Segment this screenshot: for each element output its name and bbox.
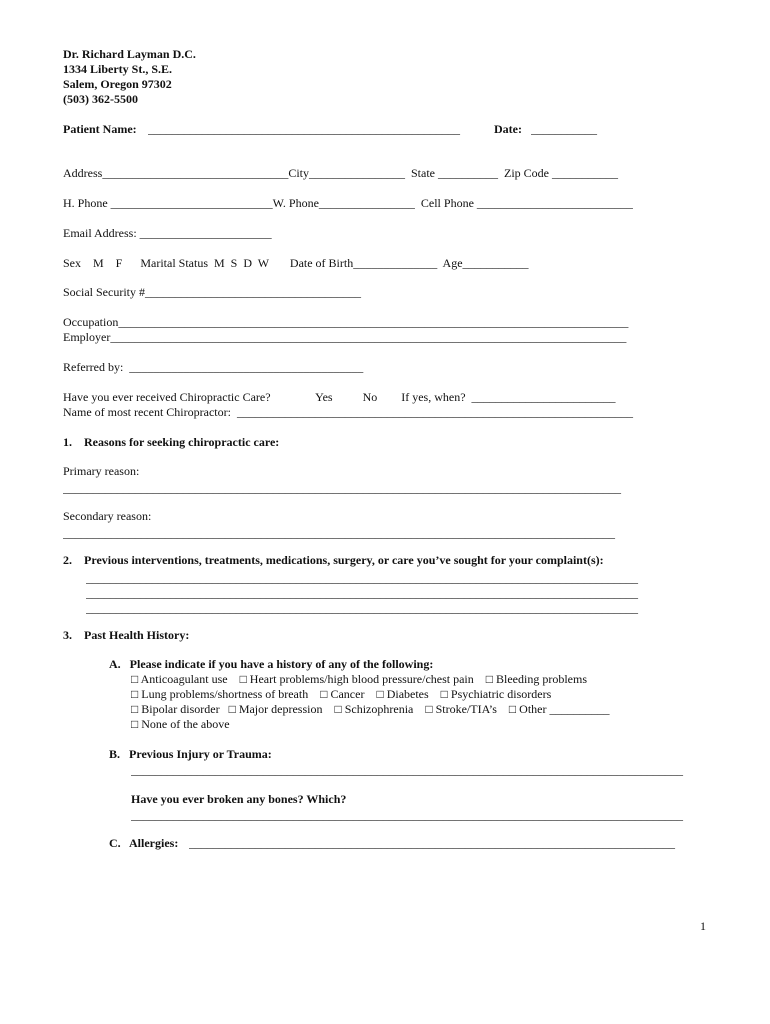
referred-by-line[interactable]: Referred by: _______________________________________: [63, 360, 364, 374]
history-checklist-row[interactable]: □ Bipolar disorder □ Major depression □ Schizophrenia □ Stroke/TIA’s □ Other __________: [131, 702, 610, 716]
history-checklist-row[interactable]: □ Lung problems/shortness of breath □ Cancer □ Diabetes □ Psychiatric disorders: [131, 687, 552, 701]
sex-marital-dob-line[interactable]: Sex M F Marital Status M S D W Date of Birth______________ Age___________: [63, 256, 529, 270]
date-label: Date:: [494, 122, 522, 136]
section2-field-line[interactable]: ____________________________________________________________________________________________: [86, 586, 638, 600]
allergies-label: C. Allergies:: [109, 836, 179, 850]
date-field[interactable]: ___________: [531, 122, 597, 136]
section3-title: 3. Past Health History:: [63, 628, 190, 642]
injury-trauma-field[interactable]: ____________________________________________________________________________________________: [131, 763, 683, 777]
history-a-title: A. Please indicate if you have a history of any of the following:: [109, 657, 434, 671]
primary-reason-field[interactable]: _____________________________________________________________________________________________: [63, 481, 621, 495]
broken-bones-question: Have you ever broken any bones? Which?: [131, 792, 347, 806]
history-checklist-row[interactable]: □ None of the above: [131, 717, 230, 731]
occupation-line[interactable]: Occupation_____________________________________________________________________________________: [63, 315, 629, 329]
primary-reason-label: Primary reason:: [63, 464, 140, 478]
allergies-field[interactable]: _________________________________________________________________________________: [189, 836, 675, 850]
address-line[interactable]: Address_______________________________City________________ State __________ Zip Code ___________: [63, 166, 618, 180]
section2-title: 2. Previous interventions, treatments, medications, surgery, or care you’ve sought for your complaint(s):: [63, 553, 604, 567]
doctor-name: Dr. Richard Layman D.C.: [63, 47, 196, 61]
history-checklist-row[interactable]: □ Anticoagulant use □ Heart problems/high blood pressure/chest pain □ Bleeding problems: [131, 672, 587, 686]
phone-line[interactable]: H. Phone ___________________________W. Phone________________ Cell Phone __________________________: [63, 196, 633, 210]
secondary-reason-field[interactable]: ____________________________________________________________________________________________: [63, 526, 615, 540]
patient-name-label: Patient Name:: [63, 122, 137, 136]
clinic-street: 1334 Liberty St., S.E.: [63, 62, 173, 76]
secondary-reason-label: Secondary reason:: [63, 509, 152, 523]
section2-field-line[interactable]: ____________________________________________________________________________________________: [86, 571, 638, 585]
clinic-city: Salem, Oregon 97302: [63, 77, 172, 91]
section2-field-line[interactable]: ____________________________________________________________________________________________: [86, 601, 638, 615]
email-line[interactable]: Email Address: ______________________: [63, 226, 272, 240]
social-security-line[interactable]: Social Security #____________________________________: [63, 285, 361, 299]
clinic-phone: (503) 362-5500: [63, 92, 138, 106]
injury-trauma-title: B. Previous Injury or Trauma:: [109, 747, 272, 761]
section1-title: 1. Reasons for seeking chiropractic care:: [63, 435, 280, 449]
patient-name-field[interactable]: ____________________________________________________: [148, 122, 460, 136]
page-number: 1: [700, 919, 706, 933]
recent-chiropractor-line[interactable]: Name of most recent Chiropractor: __________________________________________________________________: [63, 405, 633, 419]
employer-line[interactable]: Employer______________________________________________________________________________________: [63, 330, 627, 344]
chiropractic-care-line[interactable]: Have you ever received Chiropractic Care? Yes No If yes, when? ________________________: [63, 390, 616, 404]
broken-bones-field[interactable]: ____________________________________________________________________________________________: [131, 808, 683, 822]
